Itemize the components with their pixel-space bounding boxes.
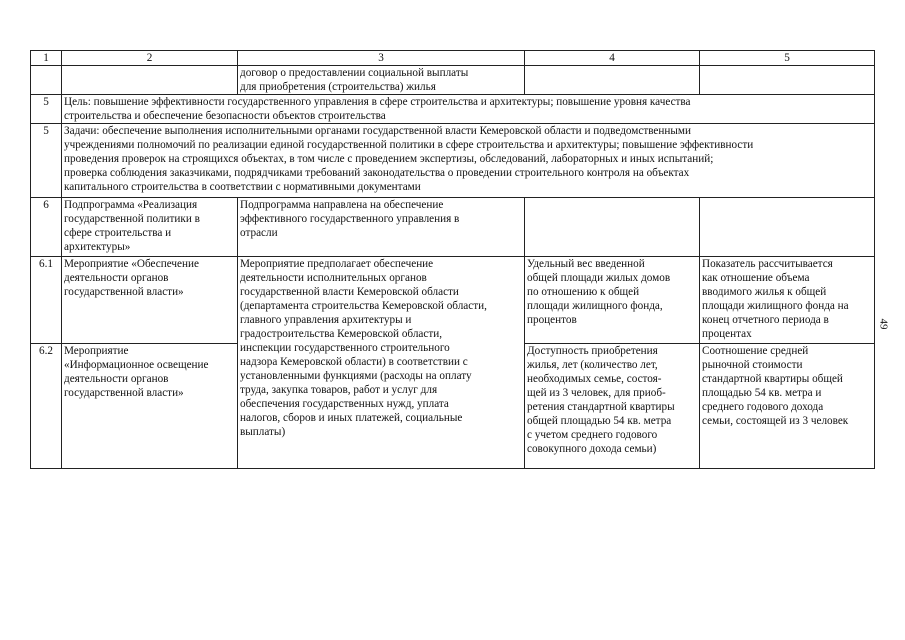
measure-6-1-number: 6.1 [31,257,62,344]
cell-empty [62,66,238,95]
table-row-goal [31,95,875,124]
measure-description: Мероприятие предполагает обеспечение деятельности исполнительных органов государственной власти Кемеровской области (департамента строительства Кемеровской области, главного управления архитектуры и градостроительства Кемеровской области, инспекции государственного строительного надзора Кемеровской области) в соответствии с установленными функциями (расходы на оплату труда, закупка товаров, работ и услуг для обеспечения государственных нужд, уплата налогов, сборов и иных платежей, социальные выплаты) [238,257,525,469]
page-number: 49 [877,318,890,330]
measure-6-2-indicator: Доступность приобретения жилья, лет (количество лет, необходимых семье, состоя- щей из 3 человек, для приоб- ретения стандартной квартиры общей площадью 54 кв. метра с учетом среднего годового совокупного дохода семьи) [525,344,700,469]
table-row-tasks [31,124,875,198]
measure-6-1-title: Мероприятие «Обеспечение деятельности органов государственной власти» [62,257,238,344]
measure-6-1-indicator: Удельный вес введенной общей площади жилых домов по отношению к общей площади жилищного фонда, процентов [525,257,700,344]
measure-6-2-number: 6.2 [31,344,62,469]
measure-6-2-title: Мероприятие «Информационное освещение деятельности органов государственной власти» [62,344,238,469]
subprogram-number: 6 [31,198,62,257]
subprogram-title: Подпрограмма «Реализация государственной политики в сфере строительства и архитектуры» [62,198,238,257]
table-row-subprogram [31,198,875,257]
tasks-number: 5 [31,124,62,198]
header-col-3: 3 [238,51,525,66]
program-table [30,50,875,469]
header-col-2: 2 [62,51,238,66]
header-col-1: 1 [31,51,62,66]
goal-number: 5 [31,95,62,124]
table-row-6-1 [31,257,875,344]
tasks-text: Задачи: обеспечение выполнения исполнительными органами государственной власти Кемеровской области и подведомственными учреждениями полномочий по реализации единой государственной политики в сфере строительства и архитектуры; повышение эффективности проведения проверок на строящихся объектах, в том числе с проведением экспертизы, обследований, лабораторных и иных испытаний; проверка соблюдения заказчиками, подрядчиками требований законодательства о проведении строительного контроля на объектах капитального строительства в соответствии с нормативными документами [62,124,875,198]
cell-empty [31,66,62,95]
header-col-5: 5 [700,51,875,66]
contract-text: договор о предоставлении социальной выплаты для приобретения (строительства) жилья [238,66,525,95]
cell-empty [525,66,700,95]
cell-empty [700,198,875,257]
cell-empty [700,66,875,95]
cell-empty [525,198,700,257]
measure-6-2-method: Соотношение средней рыночной стоимости стандартной квартиры общей площадью 54 кв. метра и среднего годового дохода семьи, состоящей из 3 человек [700,344,875,469]
table-row-contract [31,66,875,95]
measure-6-1-method: Показатель рассчитывается как отношение объема вводимого жилья к общей площади жилищного фонда на конец отчетного периода в процентах [700,257,875,344]
subprogram-description: Подпрограмма направлена на обеспечение эффективного государственного управления в отрасли [238,198,525,257]
header-row [31,51,875,66]
goal-text: Цель: повышение эффективности государственного управления в сфере строительства и архитектуры; повышение уровня качества строительства и обеспечение безопасности объектов строительства [62,95,875,124]
header-col-4: 4 [525,51,700,66]
